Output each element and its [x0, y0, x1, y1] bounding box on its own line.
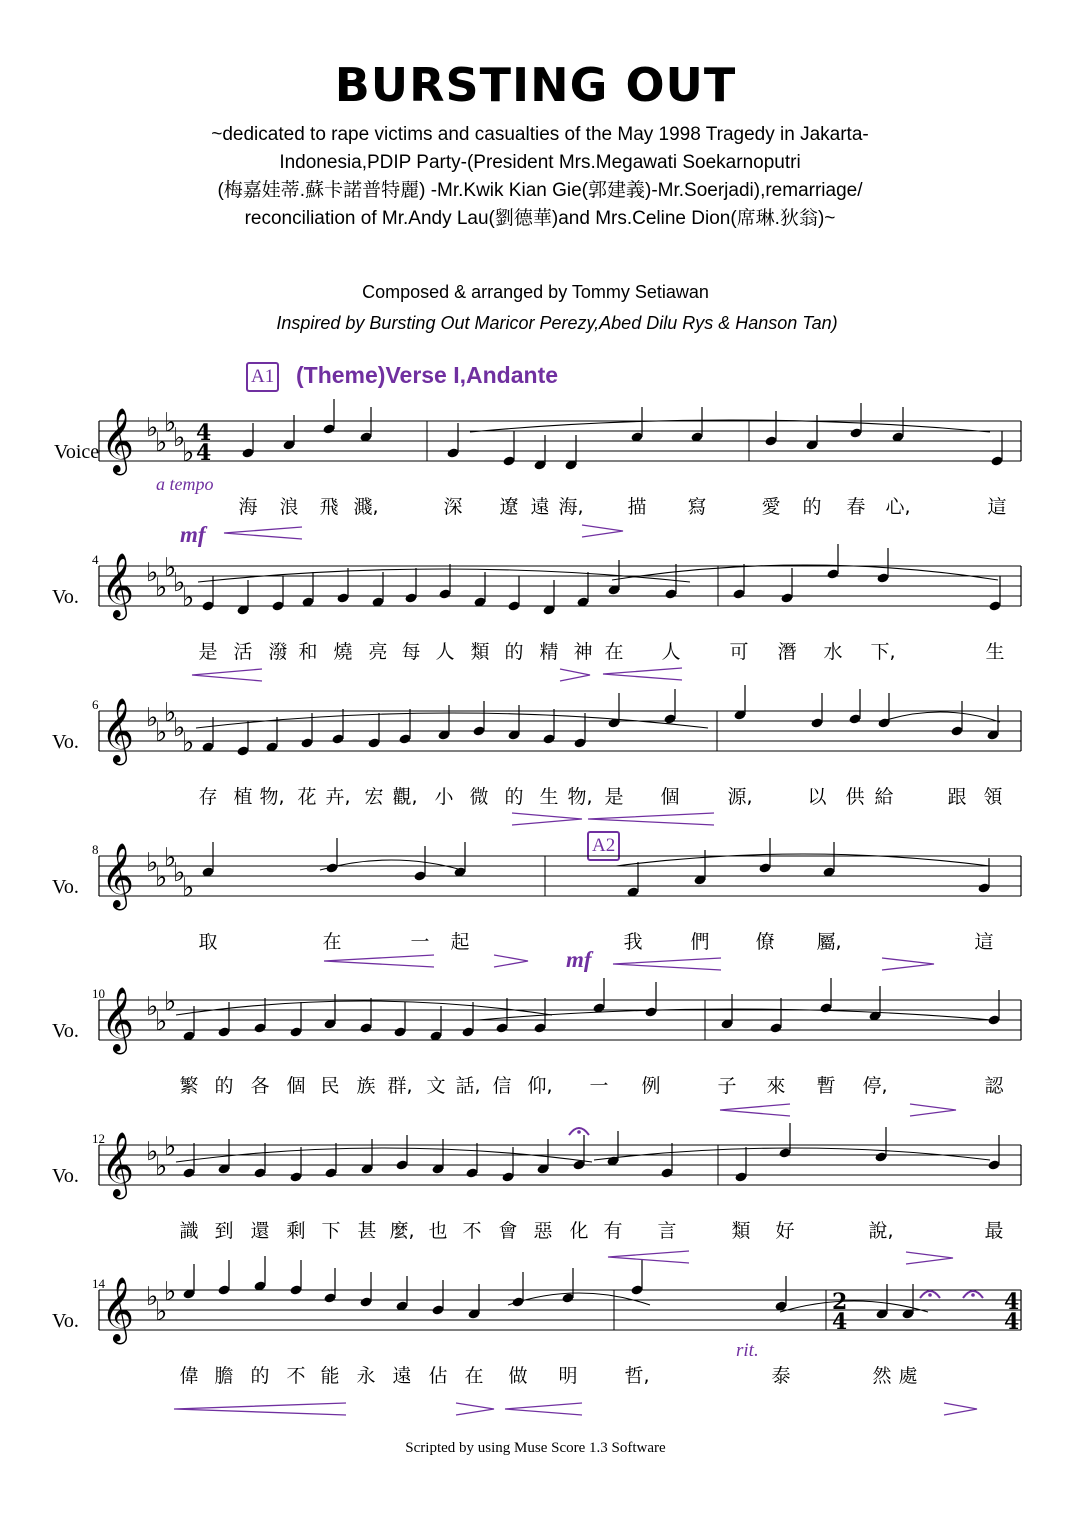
treble-clef-icon: 𝄞 — [101, 1277, 135, 1342]
flat-icon: ♭ — [173, 858, 186, 888]
lyric-syllable: 到 — [214, 1220, 234, 1242]
lyric-syllable: 跟 — [947, 786, 967, 808]
lyric-syllable: 下 — [321, 1220, 341, 1242]
flat-icon: ♭ — [182, 583, 195, 613]
flat-icon: ♭ — [146, 1137, 159, 1167]
lyric-syllable: 遠 — [530, 496, 550, 518]
lyric-syllable: 一 — [410, 931, 430, 953]
decrescendo-hairpin — [906, 1252, 953, 1264]
lyric-syllable: 類 — [731, 1220, 751, 1242]
lyric-syllable: 潛 — [777, 641, 797, 663]
time-signature-numerator: 4 — [196, 420, 212, 446]
instrument-label: Voice — [54, 441, 100, 463]
instrument-label: Vo. — [52, 1165, 79, 1187]
crescendo-hairpin — [192, 669, 262, 681]
lyric-syllable: 暫 — [816, 1075, 836, 1097]
lyric-syllable: 子 — [717, 1075, 737, 1097]
lyric-syllable: 會 — [498, 1220, 518, 1242]
lyric-syllable: 以 — [807, 786, 827, 808]
lyric-syllable: 寫 — [687, 496, 707, 518]
treble-clef-icon: 𝄞 — [101, 987, 135, 1052]
lyric-syllable: 每 — [401, 641, 421, 663]
lyric-syllable: 這 — [987, 496, 1007, 518]
treble-clef-icon: 𝄞 — [101, 1132, 135, 1197]
lyric-syllable: 偉 — [179, 1365, 199, 1387]
lyric-syllable: 惡 — [533, 1220, 553, 1242]
dedication-line: Indonesia,PDIP Party-(President Mrs.Megawati Soekarnoputri — [279, 152, 801, 173]
measure-number: 8 — [92, 842, 99, 857]
lyric-syllable: 存 — [198, 786, 218, 808]
instrument-label: Vo. — [52, 731, 79, 753]
flat-icon: ♭ — [164, 698, 177, 728]
lyric-syllable: 領 — [983, 786, 1003, 808]
lyric-syllable: 水 — [823, 641, 843, 663]
flat-icon: ♭ — [155, 1152, 168, 1182]
tempo-marking: a tempo — [156, 474, 214, 494]
slur — [320, 860, 462, 870]
flat-icon: ♭ — [164, 553, 177, 583]
flat-icon: ♭ — [146, 703, 159, 733]
lyric-syllable: 佔 — [428, 1365, 448, 1387]
lyric-syllable: 的 — [802, 496, 822, 518]
lyric-syllable: 的 — [214, 1075, 234, 1097]
lyric-syllable: 飛 — [319, 496, 339, 518]
lyric-syllable: 深 — [443, 496, 463, 518]
decrescendo-hairpin — [512, 813, 582, 825]
time-signature-denominator: 4 — [196, 440, 212, 466]
measure-number: 10 — [92, 986, 105, 1001]
lyric-syllable: 們 — [690, 931, 710, 953]
dedication-line: reconciliation of Mr.Andy Lau(劉德華)and Mrs.Celine Dion(席琳.狄翁)~ — [244, 208, 836, 229]
crescendo-hairpin — [603, 668, 682, 680]
crescendo-hairpin — [588, 813, 714, 825]
slur — [478, 1009, 992, 1020]
crescendo-hairpin — [608, 1251, 689, 1263]
lyric-syllable: 小 — [434, 786, 454, 808]
lyric-syllable: 的 — [504, 641, 524, 663]
treble-clef-icon: 𝄞 — [101, 698, 135, 763]
lyric-syllable: 化 — [569, 1220, 589, 1242]
lyric-syllable: 最 — [984, 1220, 1004, 1242]
lyric-syllable: 一 — [589, 1075, 609, 1097]
lyric-syllable: 的 — [504, 786, 524, 808]
lyric-syllable: 好 — [775, 1220, 795, 1242]
lyric-syllable: 起 — [450, 931, 470, 953]
time-signature-denominator: 4 — [1004, 1309, 1020, 1335]
lyric-syllable: 類 — [470, 641, 490, 663]
footer-credit: Scripted by using Muse Score 1.3 Software — [405, 1440, 666, 1456]
lyric-syllable: 然 — [872, 1365, 892, 1387]
flat-icon: ♭ — [155, 718, 168, 748]
lyric-syllable: 濺, — [353, 496, 379, 518]
lyric-syllable: 仰, — [527, 1075, 553, 1097]
slur — [612, 565, 998, 580]
time-signature-numerator: 4 — [1004, 1289, 1020, 1315]
lyric-syllable: 信 — [492, 1075, 512, 1097]
flat-icon: ♭ — [155, 863, 168, 893]
lyric-syllable: 文 — [426, 1075, 446, 1097]
lyric-syllable: 我 — [623, 931, 643, 953]
flat-icon: ♭ — [182, 438, 195, 468]
lyric-syllable: 哲, — [624, 1365, 650, 1387]
lyric-syllable: 處 — [898, 1365, 918, 1387]
flat-icon: ♭ — [155, 573, 168, 603]
lyric-syllable: 個 — [286, 1075, 306, 1097]
lyric-syllable: 個 — [660, 786, 680, 808]
lyric-syllable: 剩 — [286, 1220, 306, 1242]
lyric-syllable: 在 — [322, 931, 342, 953]
lyric-syllable: 活 — [233, 641, 253, 663]
dynamic-mf: mf — [566, 947, 592, 972]
lyric-syllable: 可 — [729, 641, 749, 663]
dedication-line: ~dedicated to rape victims and casualties of the May 1998 Tragedy in Jakarta- — [211, 124, 869, 145]
lyric-syllable: 膽 — [214, 1365, 234, 1387]
lyric-syllable: 來 — [766, 1075, 786, 1097]
crescendo-hairpin — [174, 1403, 346, 1415]
lyric-syllable: 這 — [974, 931, 994, 953]
lyric-syllable: 卉, — [325, 786, 351, 808]
time-signature-numerator: 2 — [832, 1289, 848, 1315]
lyric-syllable: 明 — [558, 1365, 578, 1387]
score-title: BURSTING OUT — [334, 58, 737, 112]
decrescendo-hairpin — [456, 1403, 494, 1415]
crescendo-hairpin — [505, 1403, 582, 1415]
lyric-syllable: 人 — [435, 641, 455, 663]
lyric-syllable: 給 — [874, 786, 894, 808]
section-label: (Theme)Verse I,Andante — [296, 362, 559, 388]
treble-clef-icon: 𝄞 — [101, 843, 135, 908]
decrescendo-hairpin — [910, 1104, 956, 1116]
measure-number: 4 — [92, 552, 99, 567]
lyric-syllable: 各 — [250, 1075, 270, 1097]
lyric-syllable: 物, — [259, 786, 285, 808]
lyric-syllable: 也 — [428, 1220, 448, 1242]
lyric-syllable: 言 — [657, 1220, 677, 1242]
lyric-syllable: 有 — [603, 1220, 623, 1242]
decrescendo-hairpin — [560, 669, 590, 681]
lyric-syllable: 泰 — [771, 1365, 791, 1387]
lyric-syllable: 例 — [641, 1075, 661, 1097]
lyric-syllable: 是 — [604, 786, 624, 808]
lyric-syllable: 麼, — [389, 1220, 415, 1242]
flat-icon: ♭ — [182, 728, 195, 758]
flat-icon: ♭ — [146, 413, 159, 443]
ritardando-marking: rit. — [736, 1340, 759, 1361]
decrescendo-hairpin — [582, 525, 623, 537]
lyric-syllable: 供 — [845, 786, 865, 808]
flat-icon: ♭ — [173, 423, 186, 453]
lyric-syllable: 下, — [870, 641, 896, 663]
flat-icon: ♭ — [155, 428, 168, 458]
flat-icon: ♭ — [146, 1282, 159, 1312]
inspired-by: Inspired by Bursting Out Maricor Perezy,Abed Dilu Rys & Hanson Tan) — [276, 313, 838, 333]
lyric-syllable: 海 — [238, 496, 258, 518]
lyric-syllable: 潑 — [268, 641, 288, 663]
flat-icon: ♭ — [155, 1007, 168, 1037]
lyric-syllable: 停, — [862, 1075, 888, 1097]
lyric-syllable: 海, — [558, 496, 584, 518]
rehearsal-mark-a1: A1 — [246, 362, 279, 392]
lyric-syllable: 在 — [604, 641, 624, 663]
lyric-syllable: 春 — [846, 496, 866, 518]
lyric-syllable: 觀, — [392, 786, 418, 808]
composer-credit: Composed & arranged by Tommy Setiawan — [362, 282, 709, 302]
flat-icon: ♭ — [146, 992, 159, 1022]
crescendo-hairpin — [324, 955, 434, 967]
decrescendo-hairpin — [494, 955, 528, 967]
lyric-syllable: 神 — [573, 641, 593, 663]
lyric-syllable: 亮 — [368, 641, 388, 663]
decrescendo-hairpin — [944, 1403, 977, 1415]
dedication-line: (梅嘉娃蒂.蘇卡諾普特麗) -Mr.Kwik Kian Gie(郭建義)-Mr.Soerjadi),remarriage/ — [217, 180, 863, 201]
time-signature-denominator: 4 — [832, 1309, 848, 1335]
flat-icon: ♭ — [164, 1277, 177, 1307]
lyric-syllable: 話, — [455, 1075, 481, 1097]
lyric-syllable: 生 — [985, 641, 1005, 663]
rehearsal-mark-a2: A2 — [587, 831, 620, 861]
flat-icon: ♭ — [164, 408, 177, 438]
lyric-syllable: 的 — [250, 1365, 270, 1387]
flat-icon: ♭ — [173, 713, 186, 743]
lyric-syllable: 植 — [233, 786, 253, 808]
crescendo-hairpin — [224, 527, 302, 539]
decrescendo-hairpin — [882, 958, 934, 970]
flat-icon: ♭ — [164, 987, 177, 1017]
lyric-syllable: 心, — [885, 496, 911, 518]
slur — [176, 1001, 552, 1015]
instrument-label: Vo. — [52, 586, 79, 608]
instrument-label: Vo. — [52, 1310, 79, 1332]
flat-icon: ♭ — [182, 873, 195, 903]
fermata-icon — [577, 1130, 581, 1134]
lyric-syllable: 民 — [320, 1075, 340, 1097]
flat-icon: ♭ — [146, 848, 159, 878]
lyric-syllable: 族 — [356, 1075, 376, 1097]
slur — [470, 420, 990, 432]
flat-icon: ♭ — [146, 558, 159, 588]
crescendo-hairpin — [613, 958, 721, 970]
lyric-syllable: 識 — [179, 1220, 199, 1242]
lyric-syllable: 是 — [198, 641, 218, 663]
treble-clef-icon: 𝄞 — [101, 553, 135, 618]
lyric-syllable: 還 — [250, 1220, 270, 1242]
lyric-syllable: 愛 — [761, 496, 781, 518]
treble-clef-icon: 𝄞 — [101, 408, 135, 473]
fermata-icon — [928, 1293, 932, 1297]
lyric-syllable: 屬, — [816, 931, 842, 953]
lyric-syllable: 在 — [464, 1365, 484, 1387]
lyric-syllable: 人 — [661, 641, 681, 663]
crescendo-hairpin — [720, 1104, 790, 1116]
flat-icon: ♭ — [155, 1297, 168, 1327]
lyric-syllable: 認 — [984, 1075, 1004, 1097]
lyric-syllable: 源, — [727, 786, 753, 808]
lyric-syllable: 取 — [198, 931, 218, 953]
lyric-syllable: 遼 — [499, 496, 519, 518]
lyric-syllable: 僚 — [755, 931, 775, 953]
lyric-syllable: 宏 — [364, 786, 384, 808]
lyric-syllable: 物, — [567, 786, 593, 808]
flat-icon: ♭ — [173, 568, 186, 598]
lyric-syllable: 浪 — [279, 496, 299, 518]
fermata-icon — [971, 1293, 975, 1297]
lyric-syllable: 說, — [868, 1220, 894, 1242]
lyric-syllable: 群, — [387, 1075, 413, 1097]
lyric-syllable: 永 — [356, 1365, 376, 1387]
lyric-syllable: 不 — [286, 1365, 306, 1387]
lyric-syllable: 生 — [539, 786, 559, 808]
lyric-syllable: 做 — [508, 1365, 528, 1387]
lyric-syllable: 和 — [298, 641, 318, 663]
flat-icon: ♭ — [164, 1132, 177, 1162]
lyric-syllable: 精 — [539, 641, 559, 663]
lyric-syllable: 甚 — [357, 1220, 377, 1242]
lyric-syllable: 繁 — [179, 1075, 199, 1097]
measure-number: 12 — [92, 1131, 105, 1146]
lyric-syllable: 燒 — [333, 641, 353, 663]
lyric-syllable: 微 — [469, 786, 489, 808]
lyric-syllable: 不 — [462, 1220, 482, 1242]
lyric-syllable: 能 — [320, 1365, 340, 1387]
lyric-syllable: 描 — [627, 496, 647, 518]
lyric-syllable: 花 — [297, 786, 317, 808]
instrument-label: Vo. — [52, 876, 79, 898]
lyric-syllable: 遠 — [392, 1365, 412, 1387]
slur — [594, 1148, 990, 1160]
flat-icon: ♭ — [164, 843, 177, 873]
slur — [508, 1293, 650, 1305]
measure-number: 6 — [92, 697, 99, 712]
measure-number: 14 — [92, 1276, 105, 1291]
dynamic-mf: mf — [180, 522, 206, 547]
instrument-label: Vo. — [52, 1020, 79, 1042]
